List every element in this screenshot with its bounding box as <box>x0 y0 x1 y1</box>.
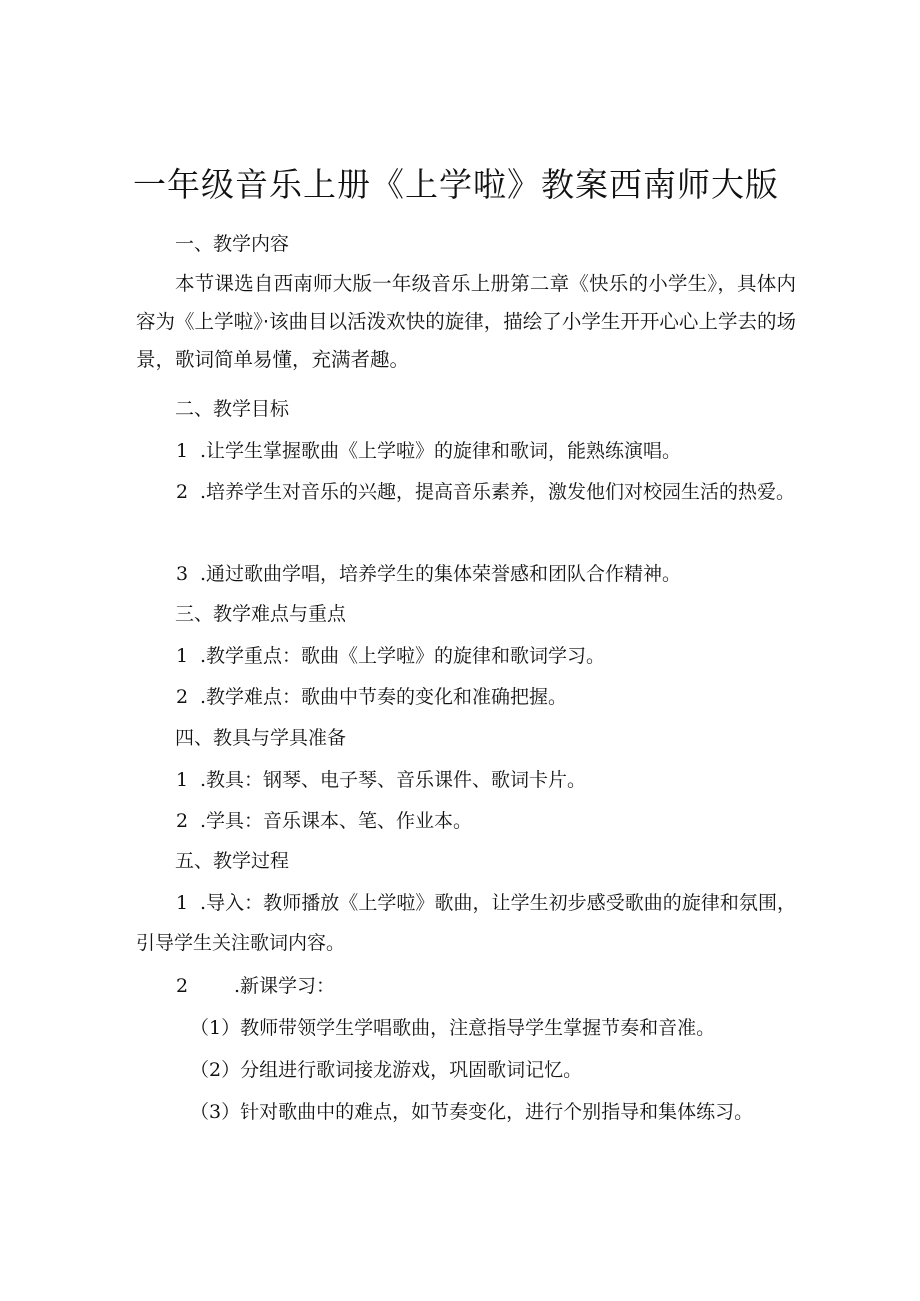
section-heading-process: 五、教学过程 <box>175 850 290 872</box>
item-text: .学具：音乐课本、笔、作业本。 <box>200 810 473 832</box>
list-item <box>136 883 796 963</box>
item-number: 1 <box>176 892 189 914</box>
item-number: 2 <box>176 975 189 997</box>
document-title: 一年级音乐上册《上学啦》教案西南师大版 <box>133 165 779 204</box>
list-item <box>136 760 796 800</box>
list-item <box>136 636 796 676</box>
list-item <box>136 431 796 471</box>
item-text: .让学生掌握歌曲《上学啦》的旋律和歌词，能熟练演唱。 <box>200 440 682 462</box>
item-text: .通过歌曲学唱，培养学生的集体荣誉感和团队合作精神。 <box>200 563 682 585</box>
item-number: 1 <box>176 769 189 791</box>
list-item <box>136 966 796 1006</box>
item-number: 2 <box>176 686 189 708</box>
sub-item: （2）分组进行歌词接龙游戏，巩固歌词记忆。 <box>190 1059 583 1081</box>
list-item <box>136 472 796 512</box>
list-item <box>136 554 796 594</box>
sub-item: （3）针对歌曲中的难点，如节奏变化，进行个别指导和集体练习。 <box>190 1101 754 1123</box>
list-item <box>136 801 796 841</box>
item-text: .教具：钢琴、电子琴、音乐课件、歌词卡片。 <box>200 769 587 791</box>
item-text: .教学难点：歌曲中节奏的变化和准确把握。 <box>200 686 568 708</box>
item-number: 2 <box>176 481 189 503</box>
section-heading-goals: 二、教学目标 <box>175 398 290 420</box>
list-item <box>136 677 796 717</box>
item-text: .新课学习： <box>234 975 336 997</box>
section-paragraph-content: 本节课选自西南师大版一年级音乐上册第二章《快乐的小学生》，具体内容为《上学啦》·该曲目以活泼欢快的旋律，描绘了小学生开开心心上学去的场景，歌词简单易懂，充满者趣。 <box>136 272 796 371</box>
section-heading-materials: 四、教具与学具准备 <box>175 727 347 749</box>
item-text: .导入：教师播放《上学啦》歌曲，让学生初步感受歌曲的旋律和氛围，引导学生关注歌词内容。 <box>136 892 796 954</box>
section-heading-key-points: 三、教学难点与重点 <box>175 603 347 625</box>
sub-item: （1）教师带领学生学唱歌曲，注意指导学生掌握节奏和音准。 <box>190 1017 716 1039</box>
item-number: 3 <box>176 563 189 585</box>
item-number: 2 <box>176 810 189 832</box>
section-heading-content: 一、教学内容 <box>175 233 290 255</box>
item-number: 1 <box>176 440 189 462</box>
item-text: .教学重点：歌曲《上学啦》的旋律和歌词学习。 <box>200 645 606 667</box>
item-number: 1 <box>176 645 189 667</box>
item-text: .培养学生对音乐的兴趣，提高音乐素养，激发他们对校园生活的热爱。 <box>200 481 796 503</box>
